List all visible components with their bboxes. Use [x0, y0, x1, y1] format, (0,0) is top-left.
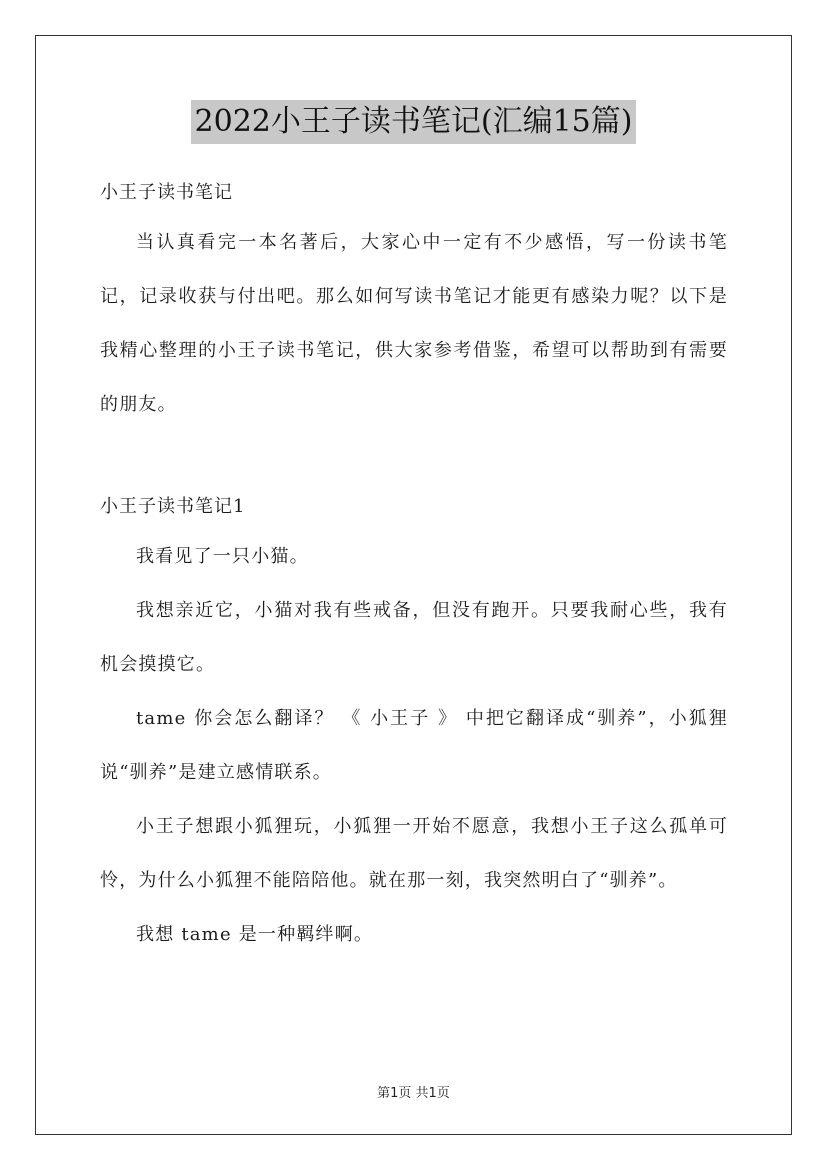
section1-heading: 小王子读书笔记1 — [100, 496, 246, 517]
section1-paragraph: 我想 tame 是一种羁绊啊。 — [136, 924, 374, 945]
section1-paragraph: 我看见了一只小猫。 — [136, 546, 309, 567]
page-footer: 第1页 共1页 — [377, 1086, 450, 1101]
document-body — [100, 170, 728, 962]
title-container — [0, 100, 827, 144]
section1-paragraph: 小王子想跟小狐狸玩，小狐狸一开始不愿意，我想小王子这么孤单可怜，为什么小狐狸不能陪陪他。就在那一刻，我突然明白了“驯养”。 — [100, 816, 728, 891]
section1-paragraph: 我想亲近它，小猫对我有些戒备，但没有跑开。只要我耐心些，我有机会摸摸它。 — [100, 600, 728, 675]
intro-heading: 小王子读书笔记 — [100, 182, 233, 203]
section1-paragraph: tame 你会怎么翻译？ 《 小王子 》 中把它翻译成“驯养”，小狐狸说“驯养”是建立感情联系。 — [100, 708, 728, 783]
intro-paragraph: 当认真看完一本名著后，大家心中一定有不少感悟，写一份读书笔记，记录收获与付出吧。那么如何写读书笔记才能更有感染力呢？以下是我精心整理的小王子读书笔记，供大家参考借鉴，希望可以帮助到有需要的朋友。 — [100, 232, 728, 415]
section-gap — [100, 432, 728, 484]
document-title: 2022小王子读书笔记(汇编15篇) — [191, 100, 637, 144]
